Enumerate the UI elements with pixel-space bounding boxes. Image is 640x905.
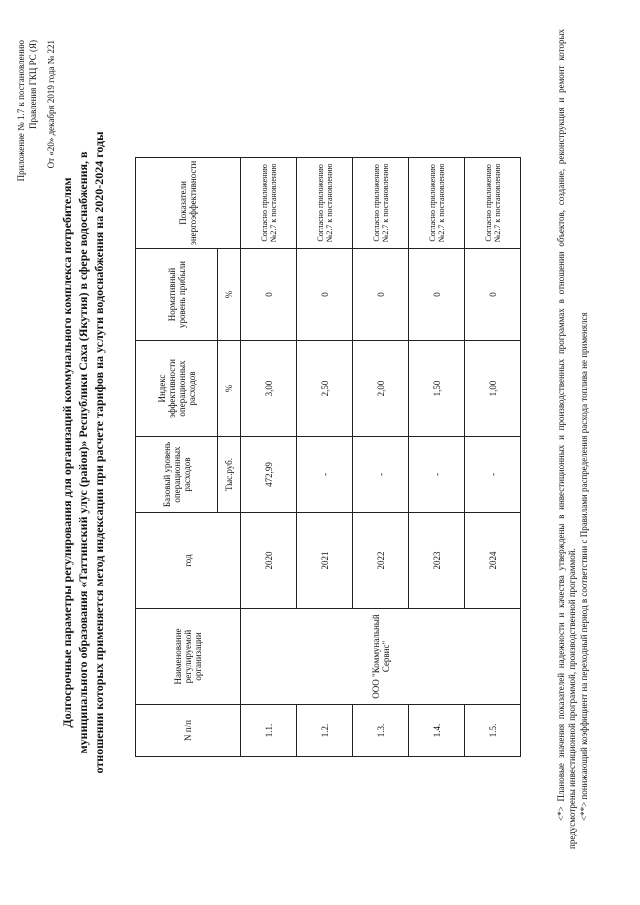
footnote-2: <**> понижающий коэффициент на переходный период в соответствии с Правилами распределения расхода топлива не применялся — [579, 312, 589, 821]
title-line-1: Долгосрочные параметры регулирования для организаций коммунального комплекса потребителям — [60, 177, 74, 728]
row-year: 2024 — [465, 513, 521, 609]
footnote-1: <*> Плановые значения показателей надежности и качества утверждены в инвестиционных и производственных программах в отношении объектов, создание, реконструкция и ремонт которых предусмотрены инвестиционной программой, производственной программой. — [556, 29, 577, 849]
row-num: 1.3. — [353, 705, 409, 757]
row-eff: Согласно приложению №2.7 к постановлению — [297, 157, 353, 248]
row-eff: Согласно приложению №2.7 к постановлению — [465, 157, 521, 248]
row-num: 1.5. — [465, 705, 521, 757]
row-base: 472,99 — [241, 437, 297, 513]
row-index: 2,50 — [297, 341, 353, 437]
row-year: 2021 — [297, 513, 353, 609]
row-base: - — [297, 437, 353, 513]
title-line-3: отношении которых применяется метод индексации при расчете тарифов на услуги водоснабжения на 2020-2024 годы — [92, 131, 106, 774]
row-norm: 0 — [241, 249, 297, 341]
row-index: 1,00 — [465, 341, 521, 437]
row-eff: Согласно приложению №2.7 к постановлению — [353, 157, 409, 248]
row-year: 2022 — [353, 513, 409, 609]
row-norm: 0 — [465, 249, 521, 341]
header-norm: Нормативный уровень прибыли — [136, 249, 218, 341]
row-num: 1.2. — [297, 705, 353, 757]
header-eff: Показатели энергоэффективности — [136, 157, 241, 248]
row-base: - — [353, 437, 409, 513]
unit-norm: % — [218, 249, 241, 341]
row-year: 2020 — [241, 513, 297, 609]
header-org: Наименование регулируемой организации — [136, 609, 241, 705]
organization-name: ООО "Коммунальный Сервис" — [241, 609, 521, 705]
appendix-label: Приложение № 1.7 к постановлению — [16, 40, 26, 182]
row-base: - — [465, 437, 521, 513]
board-label: Правления ГКЦ РС (Я) — [28, 40, 38, 129]
row-num: 1.1. — [241, 705, 297, 757]
row-index: 3,00 — [241, 341, 297, 437]
unit-index: % — [218, 341, 241, 437]
row-norm: 0 — [409, 249, 465, 341]
row-base: - — [409, 437, 465, 513]
header-index: Индекс эффективности операционных расходов — [136, 341, 218, 437]
row-year: 2023 — [409, 513, 465, 609]
row-eff: Согласно приложению №2.7 к постановлению — [241, 157, 297, 248]
header-num: N п/п — [136, 705, 241, 757]
row-index: 2,00 — [353, 341, 409, 437]
row-num: 1.4. — [409, 705, 465, 757]
title-line-2: муниципального образования «Таттинский улус (район)» Республики Саха (Якутия) в сфере водоснабжения, в — [76, 151, 90, 754]
table-header-row — [136, 157, 218, 756]
header-base: Базовый уровень операционных расходов — [136, 437, 218, 513]
unit-base: Тыс.руб. — [218, 437, 241, 513]
parameters-table — [135, 157, 521, 757]
header-year: год — [136, 513, 241, 609]
row-norm: 0 — [353, 249, 409, 341]
decree-date: От «20» декабря 2019 года № 221 — [46, 40, 56, 169]
row-index: 1,50 — [409, 341, 465, 437]
table-row — [241, 157, 297, 756]
row-norm: 0 — [297, 249, 353, 341]
row-eff: Согласно приложению №2.7 к постановлению — [409, 157, 465, 248]
